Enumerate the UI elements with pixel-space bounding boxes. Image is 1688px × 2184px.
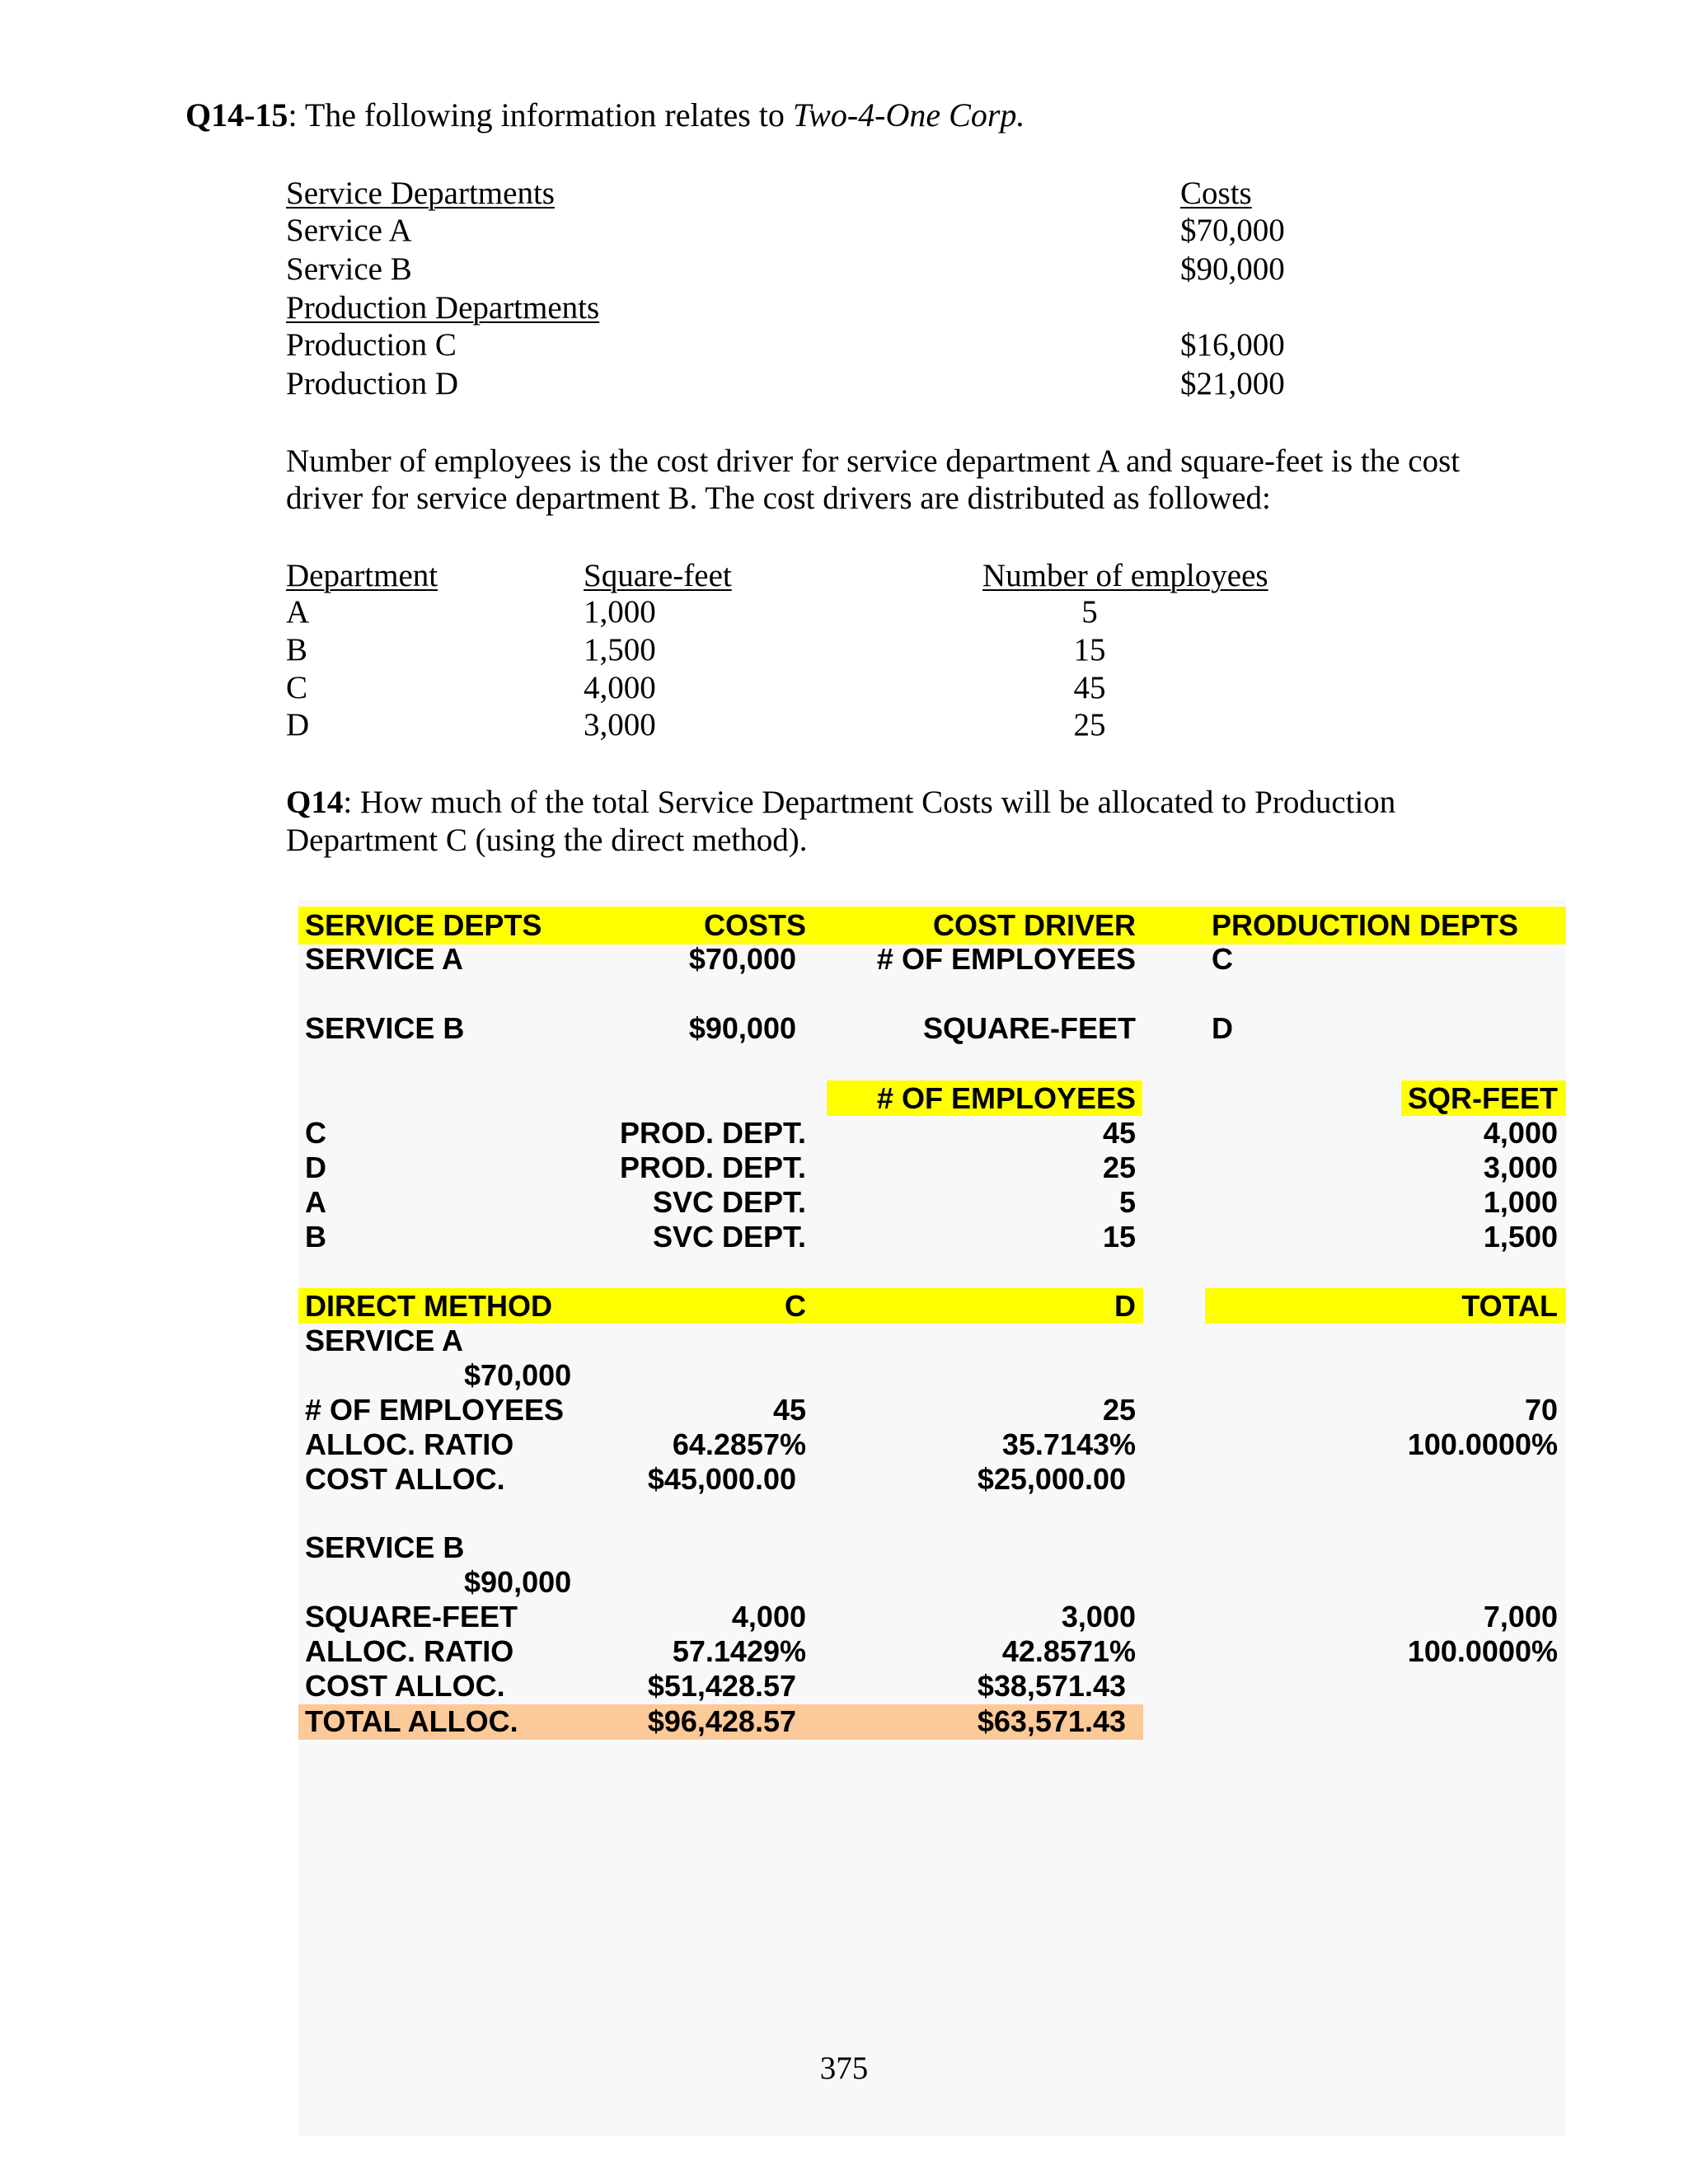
block-a-amount: $70,000: [464, 1358, 572, 1392]
a-cost-c: $45,000.00: [647, 1462, 796, 1496]
a-employees-label: # OF EMPLOYEES: [305, 1393, 565, 1427]
production-departments-header: Production Departments: [286, 290, 600, 326]
dept-row-dept: A: [305, 1185, 326, 1219]
driver-row-sqft: 4,000: [584, 670, 656, 705]
dept-row-type: PROD. DEPT.: [619, 1151, 806, 1184]
total-alloc-c: $96,428.57: [647, 1704, 796, 1738]
dept-row-dept: C: [305, 1116, 326, 1150]
intro-text: : The following information relates to: [288, 96, 793, 134]
q14-line-1: [286, 785, 1395, 821]
driver-row-employees: 25: [1073, 707, 1106, 743]
total-alloc-d: $63,571.43: [977, 1704, 1126, 1738]
production-d-label: Production D: [286, 366, 459, 401]
a-employees-c: 45: [772, 1393, 806, 1427]
q14-line-2: Department C (using the direct method).: [286, 823, 808, 858]
drivers-text-line-1: Number of employees is the cost driver for service department A and square-feet is the cost: [286, 443, 1461, 479]
a-employees-total: 70: [1524, 1393, 1558, 1427]
driver-row-dept: B: [286, 632, 308, 668]
a-cost-label: COST ALLOC.: [305, 1462, 505, 1496]
intro-line: [185, 97, 1025, 134]
svc-a-cost: $70,000: [688, 942, 796, 976]
a-ratio-c: 64.2857%: [672, 1427, 806, 1461]
hdr-employees: # OF EMPLOYEES: [876, 1081, 1136, 1115]
b-sqft-label: SQUARE-FEET: [305, 1600, 518, 1633]
b-cost-label: COST ALLOC.: [305, 1669, 505, 1703]
block-a-label: SERVICE A: [305, 1324, 464, 1357]
dept-row-dept: D: [305, 1151, 326, 1184]
hdr-sqrfeet: SQR-FEET: [1407, 1081, 1558, 1115]
b-cost-c: $51,428.57: [647, 1669, 796, 1703]
dept-row-type: PROD. DEPT.: [619, 1116, 806, 1150]
a-ratio-label: ALLOC. RATIO: [305, 1427, 514, 1461]
dept-row-type: SVC DEPT.: [652, 1220, 806, 1254]
service-b-label: Service B: [286, 251, 412, 287]
driver-row-dept: C: [286, 670, 308, 705]
col-c-header: C: [785, 1289, 806, 1323]
col-total-header: TOTAL: [1461, 1289, 1558, 1323]
dept-row-employees: 15: [1102, 1220, 1136, 1254]
b-ratio-c: 57.1429%: [672, 1634, 806, 1668]
dept-row-sqft: 3,000: [1483, 1151, 1558, 1184]
b-sqft-d: 3,000: [1061, 1600, 1136, 1633]
dept-row-type: SVC DEPT.: [652, 1185, 806, 1219]
service-a-cost: $70,000: [1180, 213, 1285, 248]
dept-row-employees: 45: [1102, 1116, 1136, 1150]
b-ratio-label: ALLOC. RATIO: [305, 1634, 514, 1668]
driver-row-sqft: 1,500: [584, 632, 656, 668]
q14-text: : How much of the total Service Department Costs will be allocated to Production: [343, 785, 1396, 820]
drivers-text-line-2: driver for service department B. The cost drivers are distributed as followed:: [286, 480, 1271, 516]
hdr-costs: COSTS: [703, 908, 806, 942]
svc-a-label: SERVICE A: [305, 942, 464, 976]
dept-row-sqft: 1,000: [1483, 1185, 1558, 1219]
a-employees-d: 25: [1102, 1393, 1136, 1427]
question-label: Q14-15: [185, 96, 288, 134]
production-c-cost: $16,000: [1180, 327, 1285, 363]
block-b-amount: $90,000: [464, 1565, 572, 1599]
col-d-header: D: [1114, 1289, 1136, 1323]
service-departments-header: Service Departments: [286, 176, 555, 211]
driver-row-dept: D: [286, 707, 310, 743]
driver-row-employees: 15: [1073, 632, 1106, 668]
b-cost-d: $38,571.43: [977, 1669, 1126, 1703]
employees-header: Number of employees: [982, 558, 1268, 593]
b-ratio-total: 100.0000%: [1407, 1634, 1558, 1668]
prod-c-label: C: [1212, 942, 1233, 976]
driver-row-sqft: 3,000: [584, 707, 656, 743]
total-alloc-label: TOTAL ALLOC.: [305, 1704, 518, 1738]
hdr-service-depts: SERVICE DEPTS: [305, 908, 542, 942]
dept-row-employees: 5: [1118, 1185, 1136, 1219]
block-b-label: SERVICE B: [305, 1530, 465, 1564]
a-ratio-total: 100.0000%: [1407, 1427, 1558, 1461]
production-c-label: Production C: [286, 327, 457, 363]
svc-a-driver: # OF EMPLOYEES: [876, 942, 1136, 976]
prod-d-label: D: [1212, 1011, 1233, 1045]
a-cost-d: $25,000.00: [977, 1462, 1126, 1496]
dept-row-sqft: 1,500: [1483, 1220, 1558, 1254]
driver-row-employees: 5: [1081, 594, 1098, 630]
direct-method-label: DIRECT METHOD: [305, 1289, 552, 1323]
a-ratio-d: 35.7143%: [1001, 1427, 1136, 1461]
svc-b-label: SERVICE B: [305, 1011, 465, 1045]
dept-row-dept: B: [305, 1220, 326, 1254]
service-a-label: Service A: [286, 213, 412, 248]
b-sqft-total: 7,000: [1483, 1600, 1558, 1633]
svc-b-cost: $90,000: [688, 1011, 796, 1045]
dept-row-employees: 25: [1102, 1151, 1136, 1184]
b-sqft-c: 4,000: [731, 1600, 806, 1633]
b-ratio-d: 42.8571%: [1001, 1634, 1136, 1668]
hdr-production-depts: PRODUCTION DEPTS: [1212, 908, 1519, 942]
page-number: 375: [819, 2050, 869, 2086]
hdr-cost-driver: COST DRIVER: [932, 908, 1136, 942]
driver-row-sqft: 1,000: [584, 594, 656, 630]
department-header: Department: [286, 558, 438, 593]
production-d-cost: $21,000: [1180, 366, 1285, 401]
company-name: Two-4-One Corp.: [792, 96, 1025, 134]
driver-row-employees: 45: [1073, 670, 1106, 705]
q14-label: Q14: [286, 785, 344, 820]
svc-b-driver: SQUARE-FEET: [922, 1011, 1136, 1045]
service-b-cost: $90,000: [1180, 251, 1285, 287]
square-feet-header: Square-feet: [584, 558, 732, 593]
dept-row-sqft: 4,000: [1483, 1116, 1558, 1150]
driver-row-dept: A: [286, 594, 310, 630]
costs-header: Costs: [1180, 176, 1252, 211]
